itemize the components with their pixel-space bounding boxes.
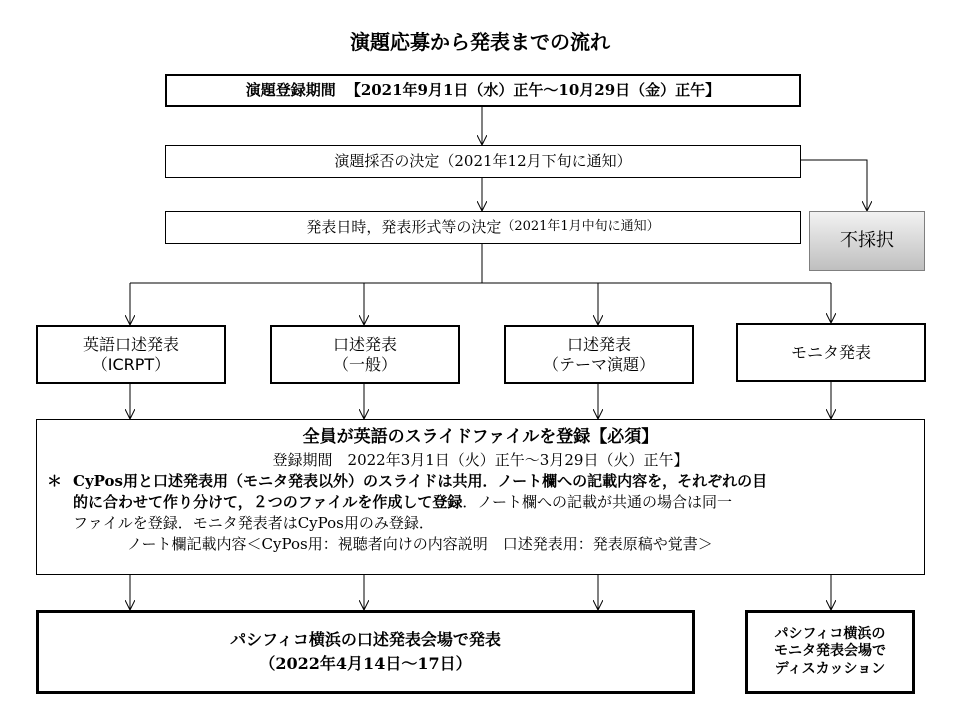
registration-label: 演題登録期間: [245, 81, 336, 100]
slides-note-bullet: ＊: [47, 471, 63, 490]
format-box-oral-theme: [504, 325, 694, 384]
venue-monitor-box: [745, 610, 915, 694]
slides-heading: 全員が英語のスライドファイルを登録【必須】: [302, 427, 659, 447]
schedule-note: （2021年1月中旬に通知）: [501, 219, 660, 235]
format-2-line-2: （一般）: [332, 354, 397, 374]
venue-oral-line-1: パシフィコ横浜の口述発表会場で発表: [230, 630, 501, 649]
rejected-text: 不採択: [840, 229, 894, 251]
format-4-line-1: モニタ発表: [790, 342, 871, 362]
format-box-oral-general: [270, 325, 460, 384]
slides-note-line-2: [47, 492, 914, 513]
slides-note-normal-2: ．ノート欄への記載が共通の場合は同一: [462, 492, 732, 511]
slides-note-line-4: ノート欄記載内容＜CyPos用：視聴者向けの内容説明 口述発表用：発表原稿や覚書＞: [127, 534, 713, 553]
slides-note-line-3: ファイルを登録．モニタ発表者はCyPos用のみ登録．: [73, 513, 434, 532]
slides-note-bold-1: CyPos用と口述発表用（モニタ発表以外）のスライドは共用．ノート欄への記載内容を，それぞれの目: [73, 471, 768, 490]
acceptance-decision-box: [165, 145, 801, 178]
venue-monitor-line-2: モニタ発表会場で: [774, 643, 886, 660]
registration-period-box: [165, 74, 801, 107]
schedule-decision-box: [165, 211, 801, 244]
format-3-line-1: 口述発表: [566, 334, 631, 354]
rejected-box: [809, 211, 925, 271]
acceptance-text: 演題採否の決定（2021年12月下旬に通知）: [334, 152, 632, 171]
arrow-acceptance-to-rejected: [801, 160, 867, 210]
format-box-english-oral: [36, 325, 226, 384]
slide-registration-box: [36, 419, 925, 575]
format-1-line-1: 英語口述発表: [82, 334, 179, 354]
venue-oral-box: [36, 610, 695, 694]
slides-note-bold-2: 的に合わせて作り分けて，２つのファイルを作成して登録: [73, 492, 463, 511]
venue-monitor-line-1: パシフィコ横浜の: [774, 625, 886, 642]
schedule-label: 発表日時，発表形式等の決定: [306, 218, 502, 237]
format-3-line-2: （テーマ演題）: [542, 354, 655, 374]
slides-period: 登録期間 2022年3月1日（火）正午～3月29日（火）正午】: [272, 450, 689, 469]
format-box-monitor: [736, 323, 926, 382]
format-2-line-1: 口述発表: [332, 334, 397, 354]
registration-period: 【2021年9月1日（水）正午～10月29日（金）正午】: [345, 81, 721, 100]
venue-monitor-line-3: ディスカッション: [774, 660, 886, 677]
format-1-line-2: （ICRPT）: [91, 354, 171, 374]
diagram-title: 演題応募から発表までの流れ: [350, 30, 610, 54]
venue-oral-line-2: （2022年4月14日～17日）: [259, 654, 472, 673]
slides-note-line-1: [47, 471, 914, 492]
